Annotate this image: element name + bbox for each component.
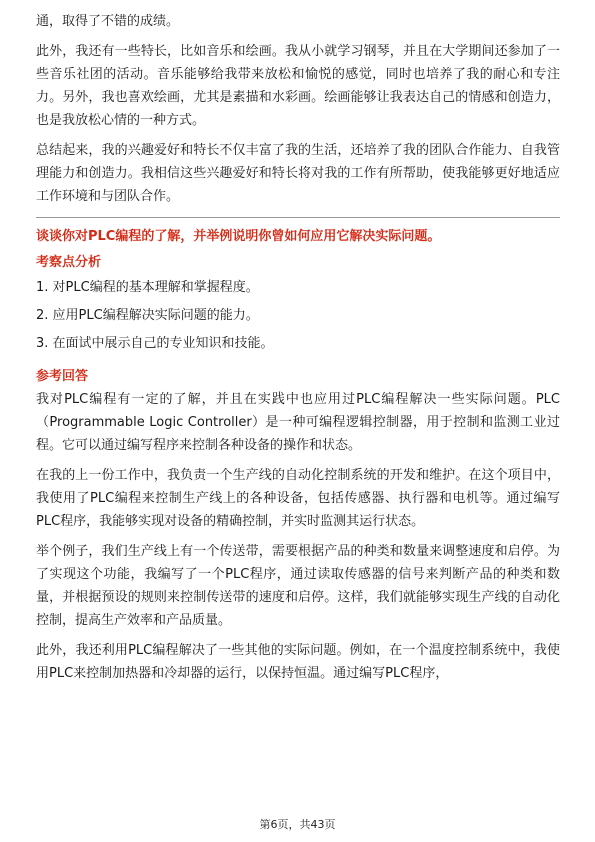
answer-heading: 参考回答 [36,369,89,384]
intro-paragraph-3: 总结起来，我的兴趣爱好和特长不仅丰富了我的生活，还培养了我的团队合作能力、自我管理能力和创造力。我相信这些兴趣爱好和特长将对我的工作有所帮助，使我能够更好地适应工作环境和与团队合作。 [36,143,560,204]
analysis-item: 3. 在面试中展示自己的专业知识和技能。 [36,336,274,351]
analysis-item: 1. 对PLC编程的基本理解和掌握程度。 [36,280,259,295]
answer-paragraph-2: 在我的上一份工作中，我负责一个生产线的自动化控制系统的开发和维护。在这个项目中，我使用了PLC编程来控制生产线上的各种设备，包括传感器、执行器和电机等。通过编写PLC程序，我能够实现对设备的精确控制，并实时监测其运行状态。 [36,468,560,529]
intro-paragraph-2: 此外，我还有一些特长，比如音乐和绘画。我从小就学习钢琴，并且在大学期间还参加了一些音乐社团的活动。音乐能够给我带来放松和愉悦的感觉，同时也培养了我的耐心和专注力。另外，我也喜欢绘画，尤其是素描和水彩画。绘画能够让我表达自己的情感和创造力，也是我放松心情的一种方式。 [36,44,560,128]
analysis-item: 2. 应用PLC编程解决实际问题的能力。 [36,308,259,323]
document-page [36,0,560,685]
analysis-heading: 考察点分析 [36,255,102,270]
answer-paragraph-1: 我对PLC编程有一定的了解，并且在实践中也应用过PLC编程解决一些实际问题。PLC（Programmable Logic Controller）是一种可编程逻辑控制器，用于控制和监测工业过程。它可以通过编写程序来控制各种设备的操作和状态。 [36,392,560,453]
question-title: 谈谈你对PLC编程的了解，并举例说明你曾如何应用它解决实际问题。 [36,229,441,244]
analysis-list [36,274,560,358]
section-divider [36,217,560,218]
intro-paragraph-1: 通，取得了不错的成绩。 [36,14,180,29]
answer-paragraph-4: 此外，我还利用PLC编程解决了一些其他的实际问题。例如，在一个温度控制系统中，我使用PLC来控制加热器和冷却器的运行，以保持恒温。通过编写PLC程序， [36,643,560,681]
answer-paragraph-3: 举个例子，我们生产线上有一个传送带，需要根据产品的种类和数量来调整速度和启停。为了实现这个功能，我编写了一个PLC程序，通过读取传感器的信号来判断产品的种类和数量，并根据预设的规则来控制传送带的速度和启停。这样，我们就能够实现生产线的自动化控制，提高生产效率和产品质量。 [36,544,560,628]
page-footer: 第6页，共43页 [259,818,336,831]
